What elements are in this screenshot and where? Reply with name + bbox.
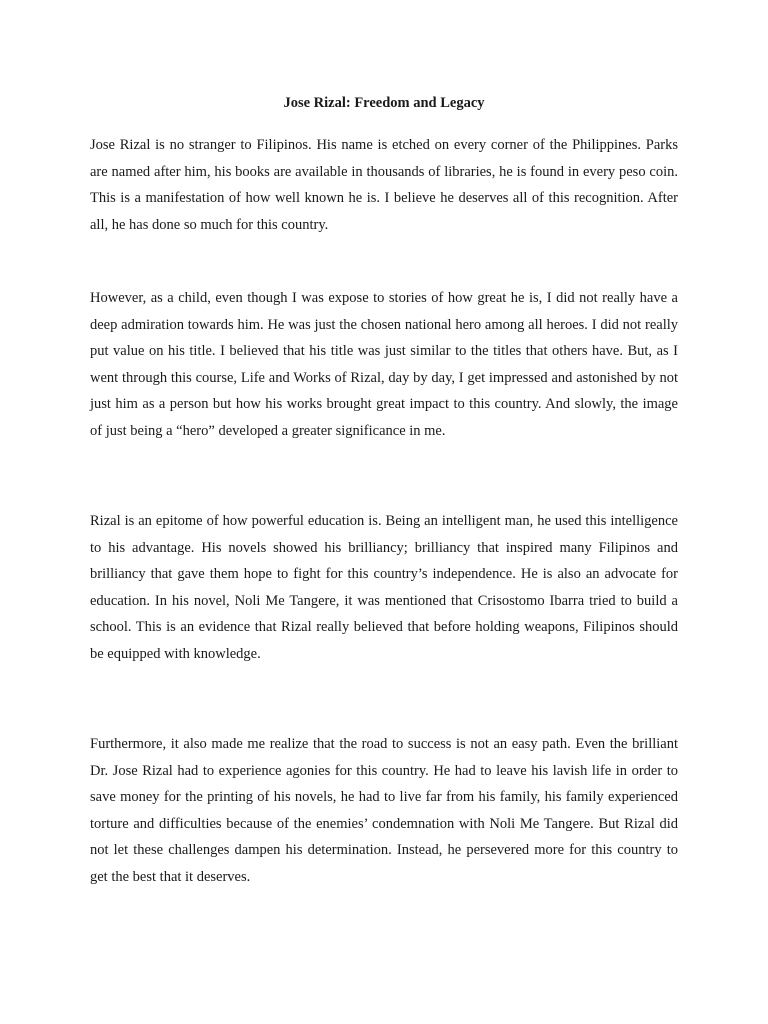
document-title: Jose Rizal: Freedom and Legacy: [283, 95, 485, 111]
paragraph-3: Rizal is an epitome of how powerful education is. Being an intelligent man, he used this intelligence to his advantage. His novels showed his brilliancy; brilliancy that inspired many Filipinos and brilliancy that gave them hope to fight for this country’s independence. He is also an advocate for education. In his novel, Noli Me Tangere, it was mentioned that Crisostomo Ibarra tried to build a school. This is an evidence that Rizal really believed that before holding weapons, Filipinos should be equipped with knowledge.: [90, 513, 678, 662]
paragraph-2: However, as a child, even though I was expose to stories of how great he is, I did not really have a deep admiration towards him. He was just the chosen national hero among all heroes. I did not really put value on his title. I believed that his title was just similar to the titles that others have. But, as I went through this course, Life and Works of Rizal, day by day, I get impressed and astonished by not just him as a person but how his works brought great impact to this country. And slowly, the image of just being a “hero” developed a greater significance in me.: [90, 290, 678, 439]
paragraph-4: Furthermore, it also made me realize that the road to success is not an easy path. Even the brilliant Dr. Jose Rizal had to experience agonies for this country. He had to leave his lavish life in order to save money for the printing of his novels, he had to live far from his family, his family experienced torture and difficulties because of the enemies’ condemnation with Noli Me Tangere. But Rizal did not let these challenges dampen his determination. Instead, he persevered more for this country to get the best that it deserves.: [90, 736, 678, 885]
paragraph-1: Jose Rizal is no stranger to Filipinos. His name is etched on every corner of the Philippines. Parks are named after him, his books are available in thousands of libraries, he is found in every peso coin. This is a manifestation of how well known he is. I believe he deserves all of this recognition. After all, he has done so much for this country.: [90, 137, 678, 233]
